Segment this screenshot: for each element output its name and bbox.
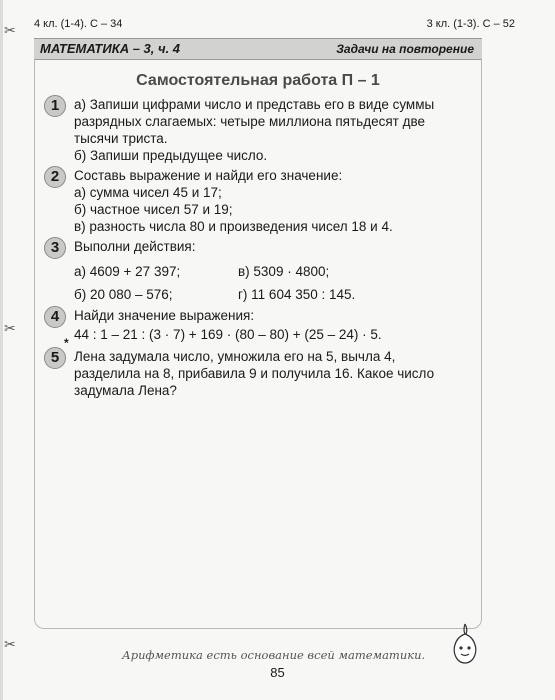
scissors-icon: ✂ <box>4 320 16 336</box>
task1-line: а) Запиши цифрами число и представь его в виде суммы <box>74 97 435 112</box>
header-right-code: 3 кл. (1-3). С – 52 <box>426 18 515 30</box>
task1-line: б) Запиши предыдущее число. <box>74 148 268 163</box>
task3-item-b: б) 20 080 – 576; <box>74 287 173 302</box>
task5-line: задумала Лена? <box>74 383 177 398</box>
task-number-1: 1 <box>44 95 66 117</box>
footer-motto: Арифметика есть основание всей математики. <box>122 648 426 662</box>
page-number: 85 <box>270 665 285 680</box>
work-title: Самостоятельная работа П – 1 <box>136 72 380 89</box>
scissors-icon: ✂ <box>4 636 16 652</box>
task4-heading: Найди значение выражения: <box>74 308 255 323</box>
task5-line: Лена задумала число, умножила его на 5, вычла 4, <box>74 349 396 364</box>
task1-line: разрядных слагаемых: четыре миллиона пятьдесят две <box>74 114 425 129</box>
subject-title: МАТЕМАТИКА – 3, ч. 4 <box>40 41 181 56</box>
task3-heading: Выполни действия: <box>74 239 196 254</box>
task3-item-v: в) 5309 · 4800; <box>238 264 330 279</box>
page-edge <box>0 0 3 700</box>
subject-band <box>34 38 482 60</box>
task2-line: в) разность числа 80 и произведения чисел 18 и 4. <box>74 219 393 234</box>
task4-expression: 44 : 1 – 21 : (3 · 7) + 169 · (80 – 80) + (25 – 24) · 5. <box>74 327 382 342</box>
scissors-icon: ✂ <box>4 22 16 38</box>
task3-item-g: г) 11 604 350 : 145. <box>238 287 356 302</box>
task-number-2: 2 <box>44 166 66 188</box>
task2-line: Составь выражение и найди его значение: <box>74 168 343 183</box>
task-number-5: 5 <box>44 347 66 369</box>
task2-line: а) сумма чисел 45 и 17; <box>74 185 222 200</box>
task5-line: разделила на 8, прибавила 9 и получила 16. Какое число <box>74 366 435 381</box>
topic-title: Задачи на повторение <box>336 42 474 56</box>
task1-line: тысячи триста. <box>74 131 168 146</box>
onion-mascot-icon <box>448 622 482 666</box>
task-number-3: 3 <box>44 237 66 259</box>
difficulty-star: * <box>64 336 69 350</box>
task3-item-a: а) 4609 + 27 397; <box>74 264 181 279</box>
task2-line: б) частное чисел 57 и 19; <box>74 202 233 217</box>
task-number-4: 4 <box>44 306 66 328</box>
header-left-code: 4 кл. (1-4). С – 34 <box>34 18 123 30</box>
